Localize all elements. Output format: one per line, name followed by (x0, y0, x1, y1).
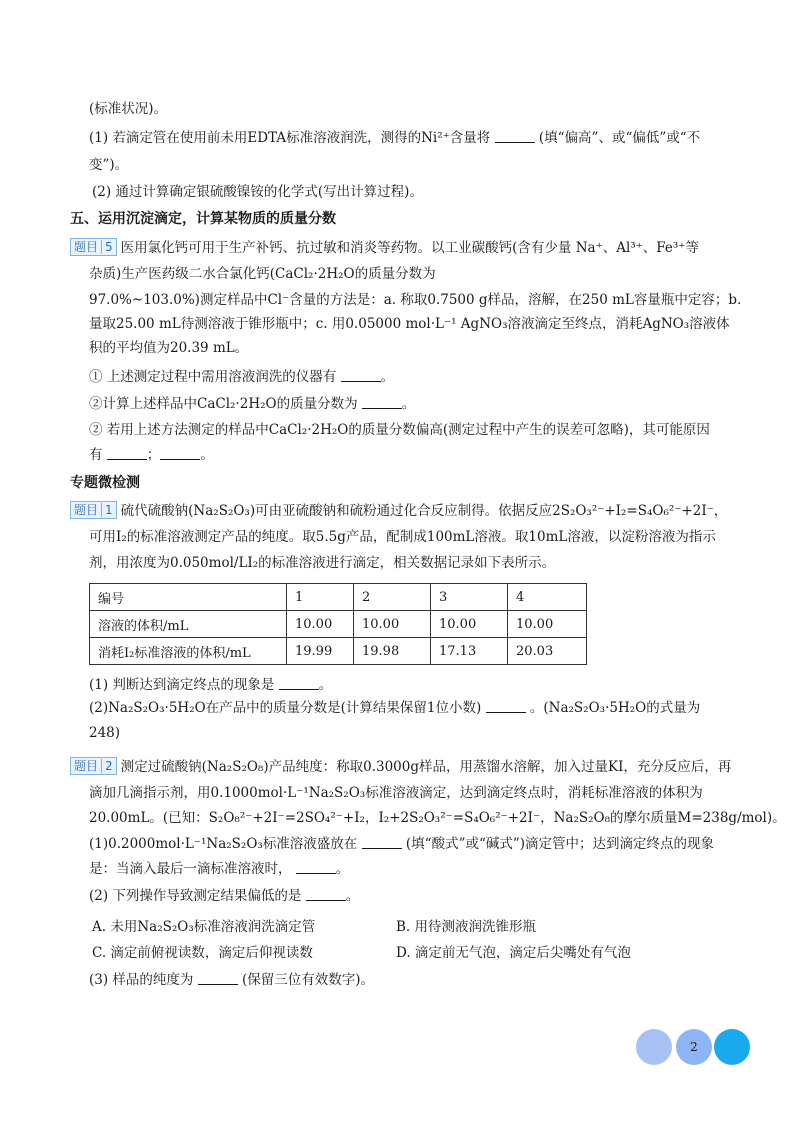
table-cell: 19.99 (287, 638, 354, 665)
option-c[interactable]: C. 滴定前俯视读数，滴定后仰视读数 (92, 945, 313, 961)
table-header-row (90, 584, 587, 611)
text-line: ②计算上述样品中CaCl₂·2H₂O的质量分数为 。 (89, 396, 416, 412)
answer-blank[interactable] (296, 861, 336, 874)
table-cell: 10.00 (287, 611, 354, 638)
answer-blank[interactable] (362, 396, 402, 409)
text-line: 可用I₂的标准溶液测定产品的纯度。取5.5g产品，配制成100mL溶液。取10mL溶液，以淀粉溶液为指示 (89, 529, 716, 545)
table-cell: 10.00 (354, 611, 431, 638)
option-b[interactable]: B. 用待测液润洗锥形瓶 (396, 919, 537, 935)
table-cell: 消耗I₂标准溶液的体积/mL (90, 638, 287, 665)
text-line: (1) 若滴定管在使用前未用EDTA标准溶液润洗，测得的Ni²⁺含量将 (填“偏高”、或“偏低”或“不 (89, 130, 701, 146)
option-a[interactable]: A. 未用Na₂S₂O₃标准溶液润洗滴定管 (92, 919, 316, 935)
answer-blank[interactable] (198, 972, 238, 985)
text-line: 248) (89, 725, 121, 741)
text-line: ② 若用上述方法测定的样品中CaCl₂·2H₂O的质量分数偏高(测定过程中产生的误差可忽略)，其可能原因 (89, 422, 710, 438)
answer-blank[interactable] (362, 836, 402, 849)
answer-blank[interactable] (495, 130, 535, 143)
question-line: 题目 5 医用氯化钙可用于生产补钙、抗过敏和消炎等药物。以工业碳酸钙(含有少量 Na⁺、Al³⁺、Fe³⁺等 (70, 238, 699, 258)
table-cell: 20.03 (508, 638, 587, 665)
answer-blank[interactable] (486, 700, 526, 713)
question-tag: 题目 5 (70, 238, 117, 256)
table-row (90, 611, 587, 638)
table-cell: 4 (508, 584, 587, 611)
option-d[interactable]: D. 滴定前无气泡，滴定后尖嘴处有气泡 (396, 945, 631, 961)
table-cell: 17.13 (431, 638, 508, 665)
answer-blank[interactable] (279, 677, 319, 690)
text-line: 有 ； 。 (89, 447, 214, 463)
text-line: 量取25.00 mL待测溶液于锥形瓶中；c. 用0.05000 mol·L⁻¹ AgNO₃溶液滴定至终点，消耗AgNO₃溶液体 (89, 316, 730, 332)
text-line: 97.0%~103.0%)测定样品中Cl⁻含量的方法是：a. 称取0.7500 g样品，溶解，在250 mL容量瓶中定容；b. (89, 292, 742, 308)
question-line: 题目 2 测定过硫酸钠(Na₂S₂O₈)产品纯度：称取0.3000g样品，用蒸馏水溶解，加入过量KI，充分反应后，再 (70, 757, 731, 777)
data-table (89, 583, 587, 665)
table-cell: 2 (354, 584, 431, 611)
table-cell: 19.98 (354, 638, 431, 665)
text-line: 是：当滴入最后一滴标准溶液时， 。 (89, 861, 350, 877)
text-line: (2) 通过计算确定银硫酸镍铵的化学式(写出计算过程)。 (92, 184, 423, 200)
table-cell: 编号 (90, 584, 287, 611)
answer-blank[interactable] (341, 369, 381, 382)
answer-blank[interactable] (160, 447, 200, 460)
section-heading: 专题微检测 (70, 475, 140, 491)
text-line: 20.00mL。(已知：S₂O₈²⁻+2I⁻=2SO₄²⁻+I₂，I₂+2S₂O₃²⁻=S₄O₆²⁻+2I⁻，Na₂S₂O₈的摩尔质量M=238g/mol)。 (89, 810, 786, 826)
table-cell: 3 (431, 584, 508, 611)
text-line: 剂，用浓度为0.050mol/LI₂的标准溶液进行滴定，相关数据记录如下表所示。 (89, 555, 556, 571)
question-tag: 题目 1 (70, 501, 117, 519)
text-line: (2) 下列操作导致测定结果偏低的是 。 (89, 888, 360, 904)
question-tag: 题目 2 (70, 757, 117, 775)
text-line: (标准状况)。 (89, 101, 168, 117)
decor-dot (714, 1029, 750, 1065)
answer-blank[interactable] (306, 888, 346, 901)
table-row (90, 638, 587, 665)
page-number: 2 (690, 1040, 698, 1054)
text-line: ① 上述测定过程中需用溶液润洗的仪器有 。 (89, 369, 395, 385)
text-line: 滴加几滴指示剂，用0.1000mol·L⁻¹Na₂S₂O₃标准溶液滴定，达到滴定终点时，消耗标准溶液的体积为 (89, 785, 703, 801)
text-line: (1)0.2000mol·L⁻¹Na₂S₂O₃标准溶液盛放在 (填“酸式”或“碱式”)滴定管中；达到滴定终点的现象 (89, 836, 715, 852)
table-cell: 1 (287, 584, 354, 611)
table-cell: 10.00 (508, 611, 587, 638)
text-line: (1) 判断达到滴定终点的现象是 。 (89, 677, 333, 693)
text-line: 积的平均值为20.39 mL。 (89, 340, 249, 356)
decor-dot (636, 1029, 672, 1065)
answer-blank[interactable] (107, 447, 147, 460)
page-number-badge (636, 1029, 752, 1065)
table-cell: 10.00 (431, 611, 508, 638)
table-cell: 溶液的体积/mL (90, 611, 287, 638)
text-line: (3) 样品的纯度为 (保留三位有效数字)。 (89, 972, 375, 988)
text-line: 变”)。 (89, 157, 129, 173)
text-line: (2)Na₂S₂O₃·5H₂O在产品中的质量分数是(计算结果保留1位小数) 。(Na₂S₂O₃·5H₂O的式量为 (89, 700, 701, 716)
section-heading: 五、运用沉淀滴定，计算某物质的质量分数 (70, 211, 336, 227)
question-line: 题目 1 硫代硫酸钠(Na₂S₂O₃)可由亚硫酸钠和硫粉通过化合反应制得。依据反应2S₂O₃²⁻+I₂=S₄O₆²⁻+2I⁻， (70, 501, 727, 521)
text-line: 杂质)生产医药级二水合氯化钙(CaCl₂·2H₂O的质量分数为 (89, 266, 436, 282)
